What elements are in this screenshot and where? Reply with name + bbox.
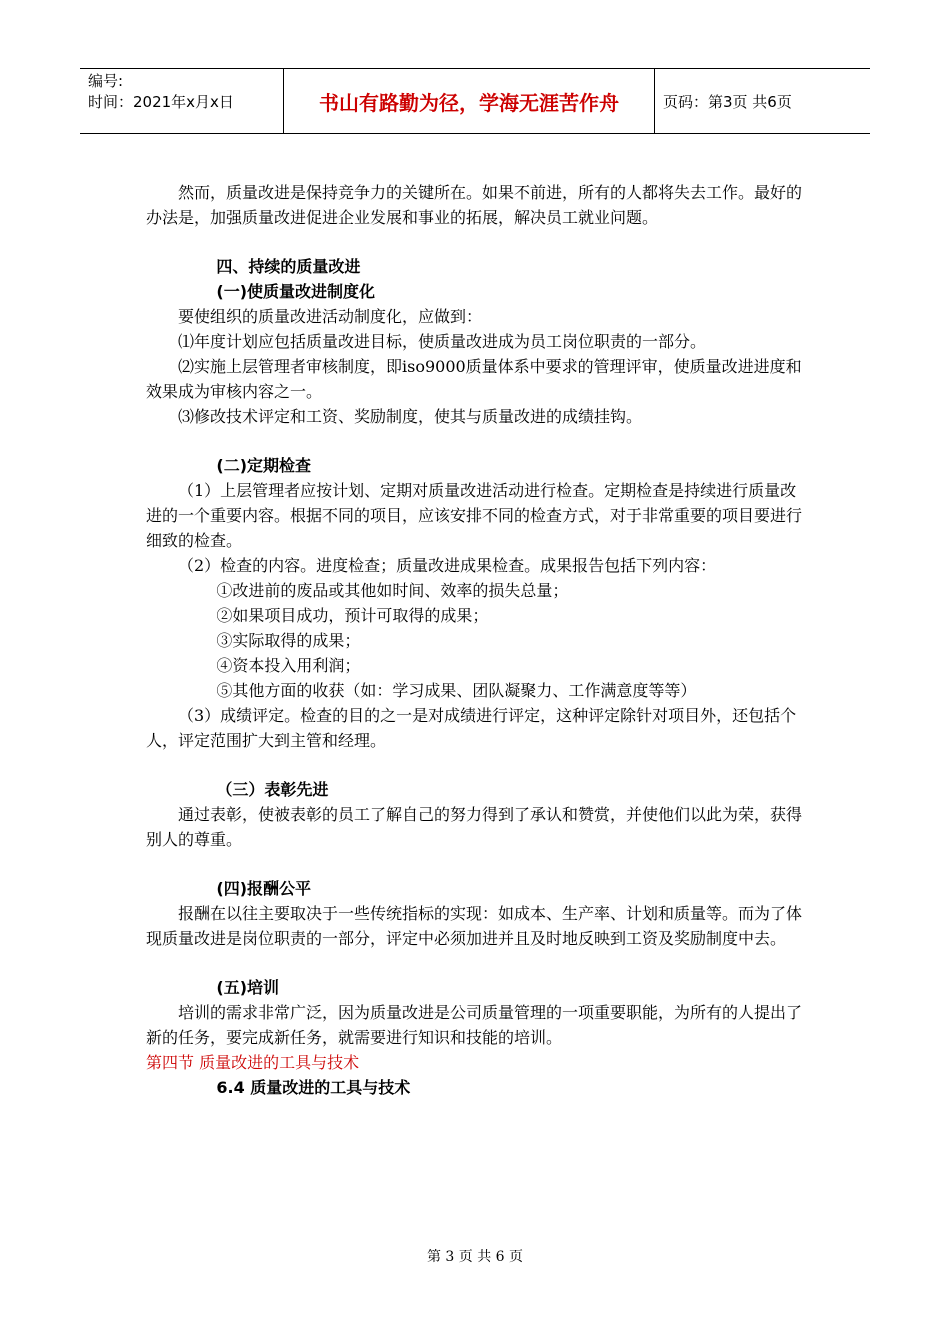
paragraph-4-1-intro: 要使组织的质量改进活动制度化，应做到： [178,307,483,326]
page-header [80,68,870,134]
paragraph-4-1-1: ⑴年度计划应包括质量改进目标，使质量改进成为员工岗位职责的一部分。 [178,332,707,351]
paragraph-4-5: 培训的需求非常广泛，因为质量改进是公司质量管理的一项重要职能，为所有的人提出了新的任务，要完成新任务，就需要进行知识和技能的培训。 [146,1003,803,1047]
heading-6-4: 6.4 质量改进的工具与技术 [216,1078,411,1097]
section-4-title: 第四节 质量改进的工具与技术 [146,1053,360,1072]
paragraph-4-2-1: （1）上层管理者应按计划、定期对质量改进活动进行检查。定期检查是持续进行质量改进的一个重要内容。根据不同的项目，应该安排不同的检查方式，对于非常重要的项目要进行细致的检查。 [146,481,803,550]
list-item: ④资本投入用利润； [216,656,361,675]
heading-4-3: （三）表彰先进 [216,780,329,799]
date-label: 时间：2021年x月x日 [88,93,234,111]
header-motto: 书山有路勤为径，学海无涯苦作舟 [283,69,655,133]
header-meta [80,69,283,133]
heading-4-1: (一)使质量改进制度化 [216,282,376,301]
list-item: ②如果项目成功，预计可取得的成果； [216,606,489,625]
paragraph-4-1-3: ⑶修改技术评定和工资、奖励制度，使其与质量改进的成绩挂钩。 [178,407,643,426]
serial-label: 编号: [88,72,124,90]
heading-4-4: (四)报酬公平 [216,879,312,898]
list-item: ③实际取得的成果； [216,631,361,650]
list-item: ①改进前的废品或其他如时间、效率的损失总量； [216,581,569,600]
header-page-info: 页码：第3页 共6页 [663,92,792,111]
paragraph-4-4: 报酬在以往主要取决于一些传统指标的实现：如成本、生产率、计划和质量等。而为了体现质量改进是岗位职责的一部分，评定中必须加进并且及时地反映到工资及奖励制度中去。 [146,904,803,948]
page-footer: 第 3 页 共 6 页 [426,1249,524,1265]
paragraph-4-3: 通过表彰，使被表彰的员工了解自己的努力得到了承认和赞赏，并使他们以此为荣，获得别人的尊重。 [146,805,803,849]
heading-section-4: 四、持续的质量改进 [216,257,361,276]
document-body [146,180,806,1100]
paragraph-intro: 然而，质量改进是保持竞争力的关键所在。如果不前进，所有的人都将失去工作。最好的办法是，加强质量改进促进企业发展和事业的拓展，解决员工就业问题。 [146,183,803,227]
heading-4-2: (二)定期检查 [216,456,312,475]
paragraph-4-2-3: （3）成绩评定。检查的目的之一是对成绩进行评定，这种评定除针对项目外，还包括个人，评定范围扩大到主管和经理。 [146,706,797,750]
paragraph-4-1-2: ⑵实施上层管理者审核制度，即iso9000质量体系中要求的管理评审，使质量改进进度和效果成为审核内容之一。 [146,357,802,401]
heading-4-5: (五)培训 [216,978,280,997]
paragraph-4-2-2: （2）检查的内容。进度检查；质量改进成果检查。成果报告包括下列内容： [178,556,717,575]
list-item: ⑤其他方面的收获（如：学习成果、团队凝聚力、工作满意度等等） [216,681,697,700]
